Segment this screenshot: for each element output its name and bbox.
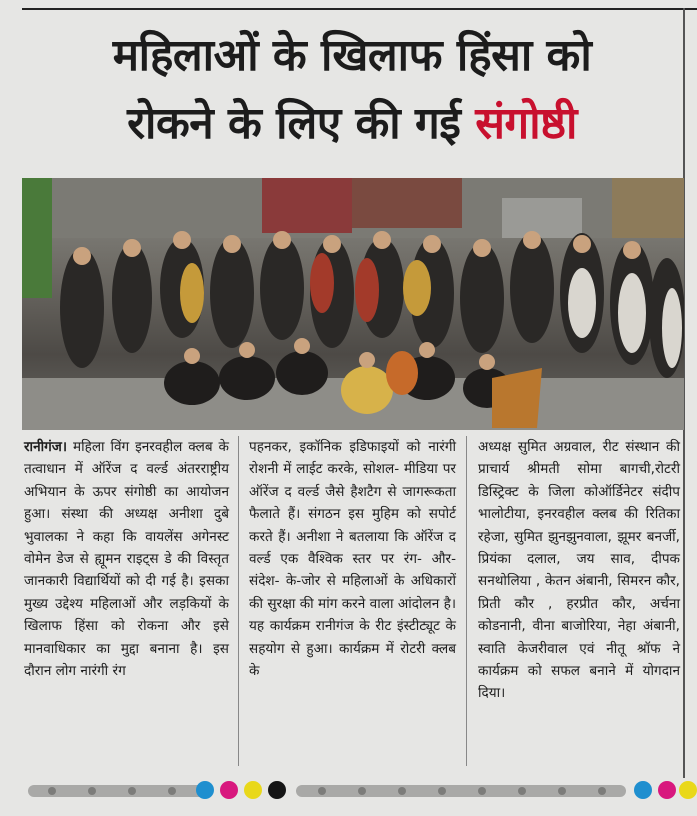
cyan-swatch-icon (634, 781, 652, 799)
registration-dot (168, 787, 176, 795)
registration-dot (438, 787, 446, 795)
registration-dot (598, 787, 606, 795)
article-column-1 (24, 436, 229, 682)
column-divider (466, 436, 467, 766)
cyan-swatch-icon (196, 781, 214, 799)
yellow-swatch-icon (244, 781, 262, 799)
registration-dot (398, 787, 406, 795)
registration-dot (88, 787, 96, 795)
article-column-3 (478, 436, 680, 705)
registration-dot (518, 787, 526, 795)
article-text-2: पहनकर, इकॉनिक इडिफाइयों को नारंगी रोशनी में लाईट करके, सोशल- मीडिया पर ऑरेंज द वर्ल्ड जैसे हैशटैग से जागरूकता फैलाते हैं। संगठन इस मुहिम को सपोर्ट करते हैं। अनीशा ने बतलाया कि ऑरेंज द वर्ल्ड एक वैश्विक स्तर पर रंग- और- संदेश- के-जोर से महिलाओं के अधिकारों की सुरक्षा की मांग करने वाला आंदोलन है। यह कार्यक्रम रानीगंज के रीट इंस्टीट्यूट के सहयोग से हुआ। कार्यक्रम में रोटरी क्लब के (249, 439, 456, 680)
magenta-swatch-icon (220, 781, 238, 799)
registration-dot (128, 787, 136, 795)
article-text-1: महिला विंग इनरवहील क्लब के तत्वाधान में ऑरेंज द वर्ल्ड अंतरराष्ट्रीय अभियान के ऊपर संगोष्ठी का आयोजन हुआ। संस्था की अध्यक्ष अनीशा दुबे भुवालका ने कहा कि वायलेंस अगेनस्ट वोमेन डेज से ह्यूमन राइट्स डे की विस्तृत जानकारी विद्यार्थियों को दी गई है। इसका मुख्य उद्देश्य महिलाओं और लड़कियों के खिलाफ हिंसा को रोकना और इसे मानवाधिकार का मुद्दा बनाना है। इस दौरान लोग नारंगी रंग (24, 439, 229, 680)
registration-dot (558, 787, 566, 795)
column-divider (238, 436, 239, 766)
registration-strip (22, 779, 697, 801)
group-photo-icon (22, 178, 684, 430)
article-column-2 (249, 436, 456, 682)
yellow-swatch-icon (679, 781, 697, 799)
top-rule (22, 8, 697, 10)
headline-line-1: महिलाओं के खिलाफ हिंसा को (112, 30, 592, 81)
headline-line-2-main: रोकने के लिए की गई (127, 98, 476, 149)
group-photo (22, 178, 684, 430)
registration-dot (318, 787, 326, 795)
black-swatch-icon (268, 781, 286, 799)
headline (22, 22, 682, 158)
magenta-swatch-icon (658, 781, 676, 799)
registration-dot (478, 787, 486, 795)
registration-dot (358, 787, 366, 795)
article-text-3: अध्यक्ष सुमित अग्रवाल, रीट संस्थान की प्राचार्य श्रीमती सोमा बागची,रोटरी डिस्ट्रिक्ट के जिला कोऑर्डिनेटर संदीप भालोटीया, इनरवहील क्लब की रितिका रहेजा, सुमित झुनझुनवाला, झूमर बनर्जी, प्रियंका दलाल, जय साव, दीपक सनथोलिया , केतन अंबानी, सिमरन कौर, प्रिती कौर , हरप्रीत कौर, अर्चना कोडनानी, वीना बाजोरिया, नेहा अंबानी, स्वाति केजरीवाल एवं नीतू श्रॉफ ने कार्यक्रम को सफल बनाने में योगदान दिया। (478, 439, 680, 702)
dateline: रानीगंज। (24, 439, 68, 455)
headline-accent-word: संगोष्ठी (475, 98, 577, 149)
headline-line-2 (22, 90, 682, 158)
registration-dot (48, 787, 56, 795)
registration-bar (296, 785, 626, 797)
